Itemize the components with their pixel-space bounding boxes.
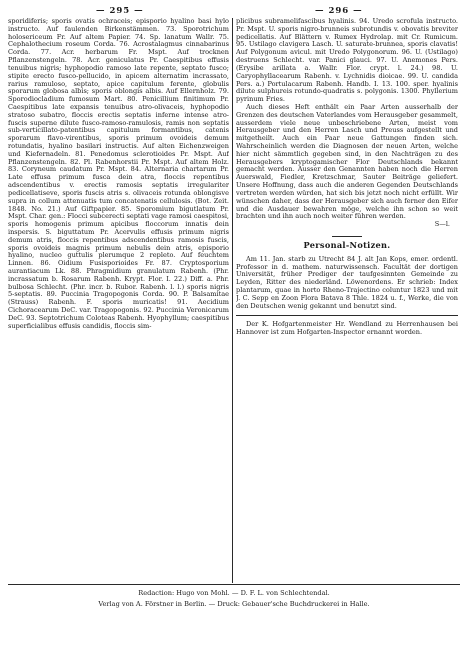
right-column [236, 18, 458, 597]
species-list-continued: plicibus subramelifascibus hyalinis. 94. Uredo scrofula instructo. Pr. Mspt. U. sporis nigro-brunneis subrotundis v. obovatis breviter pedicellatis. Auf Blättern v. Rumex Hydrolap. mit Cr. Rumicum. 95. Ustilago clavigera Lasch. U. saturate-brunnea, sporis clavatis! Auf Polygonum avicul. mit Uredo Polygonorum. 96. U. (Ustilago) destruens Schlecht. var. Panici glauci. 97. U. Anemones Pers. (Erysibe arillata a. Wallr. Flor. crypt. l. 24.) 98. U. Caryophyllacearum Rabenh. v. Lychnidis dioicae. 99. U. candida Pers. a.) Portulacarum Rabenh. Handb. I. 13. 100. sper. hyalinis dilute sulphureis rotundo-quadratis s. polygonis. 1300. Phyllerium pyrinum Fries. [236, 18, 458, 104]
left-column [8, 18, 229, 583]
left-column-text: sporidiferis; sporis ovatis ochraceis; episporio hyalino basi hylo instructo. Auf faulenden Birkenstämmen. 73. Sporotrichum holosericeum Fr. Auf altem Papier. 74. Sp. lanatum Wallr. 75. Cephalothecium roseum Corda. 76. Acrostalagmus cinnabarinus Corda. 77. Acr. herbarum Fr. Mspt. Auf trocknen Pflanzenstengeln. 78. Acr. geniculatus Pr. Caespitibus effusis tenuibus nigris; hyphopodio ramoso late repente, septato fusco; stipite erecto fusco-pellucido, in apicem alternatim incrassato, rarius ramuloso, septato, apice capitulum ferente, globulis sporarum globosa albis; sporis oblongis albis. Auf Ellernholz. 79. Sporodiocladium fumosum Mart. 80. Penicillium finitimum Pr. Caespitibus late expansis tenuibus atro-olivaceis, hyphopodio stratoso subatro, floccis erectis septatis inferne intense atro-fuscis superne dilute fusco-ramoso-ramulosis, ramis non septatis sub-verticillato-patentibus capitulum formantibus, catenis sporarum flavo-virentibus, sporis primum ovoideis demum rotundatis, hyalino basilari instructis. Auf alten Eichenzweigen und Kiefernadeln. 81. Penedomus sclerotioides Pr. Mspt. Auf Pflanzenstengeln. 82. Pl. Rabenhorstii Pr. Mspt. Auf altem Holz. 83. Coryneum caudatum Pr. Mspt. 84. Alternaria chartarum Pr. Late effusa primum fusca dein atra, floccis repentibus adscendentibus v. erectis ramosis septatis irregulariter pedicellatiseve, sporis fuscis atris s. olivaceis rotunda oblongisve supra in collum attenuatis tum concatenatis cellulosis. (Bot. Zeit. 1848. No. 21.) Auf Giftpapier. 85. Sporomium bigutlatum Pr. Mspt. Char. gen.: Flocci subcerecti septati vage ramosi caespitosi, sporis homogenis primum apicibus floccorum innatis dein inspersis. S. biguttatum Pr. Acervulis effusis primum nigris demum atris, floccis repentibus adscendentibus ramosis fuscis, sporis ovoideis magnis primum nebulis dein atris, episporio hyalino, nucleo guttulis plerumque 2 repleto. Auf feuchtem Linnen. 86. Oidium Fusisporioides Fr. 87. Cryptosporium aurantiacum Lk. 88. Phragmidium granulatum Rabenh. (Phr. incrassatum b. Rosarum Rabenh. Krypt. Flor. I. 22.) Diff. a. Phr. bulbosa Schlecht. (Phr. incr. b. Rubor. Rabenh. l. l.) sporis nigris 5-septatis. 89. Puccinia Tragopogonis Corda. 90. P. Balsamitae (Strauss) Rabenh. F. sporis muricatis! 91. Aecidium Cichoracearum DeC. var. Tragopogonis. 92. Puccinia Veronicarum DeC. 93. Septotrichum Coloteas Rabenh. Hyophyllum; caespitibus superficialibus effusis candidis, floccis sim- [8, 18, 229, 330]
reviewer-signature: S—l. [434, 220, 450, 229]
page-number-left: — 295 — [96, 6, 144, 16]
section-divider [332, 236, 362, 237]
page-number-right: — 296 — [315, 6, 363, 16]
column-divider [232, 18, 233, 583]
notice-divider [236, 315, 458, 316]
footer-publisher: Verlag von A. Förstner in Berlin. — Druck: Gebauer'sche Buchdruckerei in Halle. [98, 600, 370, 608]
footer-editors: Redaction: Hugo von Mohl. — D. F. L. von Schlechtendal. [138, 589, 330, 597]
section-heading-personal-notes: Personal-Notizen. [303, 239, 391, 250]
appointment-notice: Der K. Hofgartenmeister Hr. Wendland zu Herrenhausen bei Hannover ist zum Hofgarten-Inspector ernannt worden. [236, 320, 458, 337]
footer-rule [8, 584, 460, 585]
obituary-notice: Am 11. Jan. starb zu Utrecht 84 J. alt Jan Kops, emer. ordentl. Professor in d. mathem. naturwissensch. Facultät der dortigen Universität, früher Prediger der taufgesinnten Gemeinde zu Leyden, Ritter des niederländ. Löwenordens. Er schrieb: Index plantarum, quae in horto Rheno-Trajectino coluntur 1823 und mit J. C. Sepp en Zoon Flora Batava 8 Thle. 1824 u. f., Werke, die von den Deutschen wenig gekannt und benutzt sind. [236, 254, 458, 310]
review-paragraph: Auch dieses Heft enthält ein Paar Arten ausserhalb der Grenzen des deutschen Vaterlandes vom Herausgeber gesammelt, ausserdem viele neue unbeschriebene Arten, meist vom Herausgeber und den Herren Lasch und Preuss aufgestellt und mitgetheilt. Auch ein Paar neue Gattungen finden sich. Wahrscheinlich werden die Diagnosen der neuen Arten, welche hier nicht sämmtlich gegeben sind, in den Nachträgen zu des Herausgebers kryptogamischer Flor Deutschlands bekannt gemacht werden. Ausser den Genannten haben noch die Herren Auerswald, Fiedler, Kretzschmar, Sauter Beiträge geliefert. Unsere Hoffnung, dass auch die anderen Gegenden Deutschlands vertreten werden würden, hat sich bis jetzt noch nicht erfüllt. Wir wünschen daher, dass der Herausgeber sich auch ferner den Eifer und die Ausdauer bewahren möge, welche ihn schon so weit brachten und ihn auch noch weiter führen werden. [236, 102, 458, 221]
